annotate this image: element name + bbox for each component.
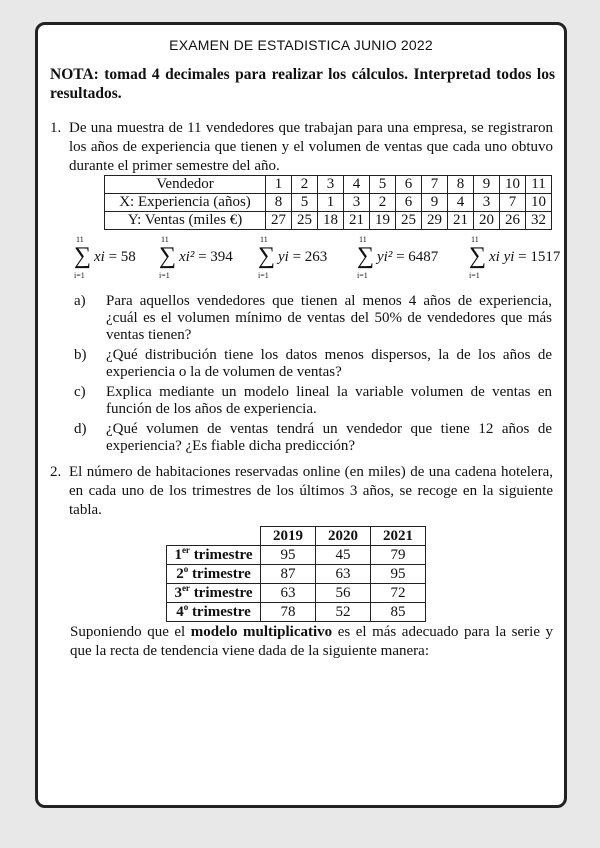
sum-lower-limit: i=1 [159, 271, 170, 280]
ordinal-suffix: o [183, 564, 189, 574]
table-cell: 2 [370, 194, 396, 212]
closing-bold: modelo multiplicativo [190, 624, 333, 640]
question-1-text: De una muestra de 11 vendedores que trabajan para una empresa, se registraron los años de experiencia que tienen y el volumen de ventas que cada uno obtuvo durante el primer semestre del año. [69, 120, 553, 174]
table-cell: 11 [526, 176, 552, 194]
sigma-icon: ∑ [469, 243, 487, 269]
table-cell: 29 [422, 212, 448, 230]
sum-lower-limit: i=1 [258, 271, 269, 280]
sum-term: xi² [179, 249, 195, 265]
quarter-number: 3 [174, 585, 182, 601]
sum-value: = 394 [198, 249, 233, 265]
ordinal-suffix: er [181, 545, 190, 555]
quarter-word: trimestre [193, 547, 253, 563]
question-2-number: 2. [50, 464, 62, 480]
sum-lower-limit: i=1 [469, 271, 480, 280]
table-cell: 10 [500, 176, 526, 194]
sum-lower-limit: i=1 [74, 271, 85, 280]
sigma-icon: ∑ [74, 243, 92, 269]
table-cell: 72 [371, 584, 426, 603]
exam-page [35, 22, 567, 808]
table-cell: 87 [261, 565, 316, 584]
ordinal-suffix: er [181, 583, 190, 593]
table-cell: 6 [396, 194, 422, 212]
table-cell: 85 [371, 603, 426, 622]
exam-title: EXAMEN DE ESTADISTICA JUNIO 2022 [169, 37, 433, 53]
quarter-number: 1 [174, 547, 182, 563]
table-cell: 1 [266, 176, 292, 194]
table-cell: 18 [318, 212, 344, 230]
table-row [167, 603, 426, 622]
table-row [105, 176, 552, 194]
table-cell: 52 [316, 603, 371, 622]
table-row [167, 546, 426, 565]
sum-value: = 1517 [518, 249, 561, 265]
sum-expression [278, 249, 327, 266]
note: NOTA: tomad 4 decimales para realizar los cálculos. Interpretad todos los resultados. [50, 66, 555, 102]
table-cell: 25 [292, 212, 318, 230]
table-cell: 95 [371, 565, 426, 584]
table-cell: 21 [344, 212, 370, 230]
table-row [105, 194, 552, 212]
table-cell: 78 [261, 603, 316, 622]
item-letter: a) [74, 293, 86, 309]
sigma-icon: ∑ [258, 243, 276, 269]
list-item [74, 384, 552, 418]
question-2-closing [70, 623, 553, 661]
item-text: Explica mediante un modelo lineal la variable volumen de ventas en función de los años de experiencia. [106, 384, 552, 417]
table-cell: 3 [344, 194, 370, 212]
quarter-number: 4 [176, 604, 184, 620]
table-cell: 6 [396, 176, 422, 194]
table-cell: 19 [370, 212, 396, 230]
summation-formulas [74, 235, 564, 283]
table-cell: 7 [500, 194, 526, 212]
closing-pre: Suponiendo que el [70, 624, 186, 640]
quarter-word: trimestre [193, 585, 253, 601]
item-text: Para aquellos vendedores que tienen al menos 4 años de experiencia, ¿cuál es el volumen mínimo de ventas del 50% de vendedores que más ventas tienen? [106, 293, 552, 343]
sum-value: = 6487 [396, 249, 439, 265]
table-cell: 63 [261, 584, 316, 603]
sum-expression [94, 249, 136, 266]
sum-upper-limit: 11 [260, 235, 268, 244]
table-cell: 27 [266, 212, 292, 230]
table-cell: 5 [292, 194, 318, 212]
item-text: ¿Qué volumen de ventas tendrá un vendedor que tiene 12 años de experiencia? ¿Es fiable dicha predicción? [106, 421, 552, 454]
table-cell: 1 [318, 194, 344, 212]
table-cell: 5 [370, 176, 396, 194]
table-cell: 2 [292, 176, 318, 194]
table-cell: 8 [266, 194, 292, 212]
sum-upper-limit: 11 [161, 235, 169, 244]
column-header: 2019 [261, 527, 316, 546]
row-label [167, 603, 261, 622]
list-item [74, 347, 552, 381]
item-letter: c) [74, 384, 86, 400]
table-cell: 32 [526, 212, 552, 230]
empty-header-cell [167, 527, 261, 546]
sum-term: yi [278, 249, 289, 265]
table-cell: 63 [316, 565, 371, 584]
row-label [167, 546, 261, 565]
table-cell: 7 [422, 176, 448, 194]
table-cell: 20 [474, 212, 500, 230]
quarter-word: trimestre [191, 604, 251, 620]
question-2 [50, 463, 553, 520]
row-label [167, 565, 261, 584]
sum-value: = 263 [292, 249, 328, 265]
column-header: 2021 [371, 527, 426, 546]
sum-lower-limit: i=1 [357, 271, 368, 280]
sum-upper-limit: 11 [76, 235, 84, 244]
item-letter: b) [74, 347, 87, 363]
question-1-number: 1. [50, 120, 62, 136]
table-cell: 21 [448, 212, 474, 230]
sum-term: xi yi [489, 249, 515, 265]
table-cell: 25 [396, 212, 422, 230]
table-row [167, 584, 426, 603]
quarter-number: 2 [176, 566, 184, 582]
table-row [105, 212, 552, 230]
row-label: Y: Ventas (miles €) [105, 212, 266, 230]
quarter-word: trimestre [191, 566, 251, 582]
table-cell: 3 [474, 194, 500, 212]
sigma-icon: ∑ [159, 243, 177, 269]
row-label [167, 584, 261, 603]
table-cell: 26 [500, 212, 526, 230]
table-cell: 8 [448, 176, 474, 194]
question-2-text: El número de habitaciones reservadas online (en miles) de una cadena hotelera, en cada uno de los trimestres de los últimos 3 años, se recoge en la siguiente tabla. [69, 464, 553, 518]
sum-upper-limit: 11 [471, 235, 479, 244]
table-row [167, 565, 426, 584]
closing-post: es el más adecuado para la serie y que la recta de tendencia viene dada de la siguiente manera: [70, 624, 554, 659]
table-cell: 4 [448, 194, 474, 212]
sum-expression [489, 249, 560, 266]
sigma-icon: ∑ [357, 243, 375, 269]
sum-upper-limit: 11 [359, 235, 367, 244]
sum-expression [377, 249, 438, 266]
sum-expression [179, 249, 233, 266]
row-label: Vendedor [105, 176, 266, 194]
column-header: 2020 [316, 527, 371, 546]
sum-value: = 58 [108, 249, 136, 265]
table-cell: 4 [344, 176, 370, 194]
row-label: X: Experiencia (años) [105, 194, 266, 212]
sum-term: yi² [377, 249, 393, 265]
table-cell: 95 [261, 546, 316, 565]
table-cell: 9 [474, 176, 500, 194]
question-1 [50, 119, 553, 176]
list-item [74, 421, 552, 455]
table-cell: 45 [316, 546, 371, 565]
sum-term: xi [94, 249, 105, 265]
bookings-table [166, 526, 426, 622]
item-letter: d) [74, 421, 87, 437]
table-cell: 79 [371, 546, 426, 565]
sellers-table [104, 175, 552, 230]
item-text: ¿Qué distribución tiene los datos menos dispersos, la de los años de experiencia o la de volumen de ventas? [106, 347, 552, 380]
table-cell: 9 [422, 194, 448, 212]
ordinal-suffix: o [183, 602, 189, 612]
question-1-items [74, 293, 552, 458]
table-cell: 10 [526, 194, 552, 212]
table-cell: 3 [318, 176, 344, 194]
table-row [167, 527, 426, 546]
table-cell: 56 [316, 584, 371, 603]
list-item [74, 293, 552, 344]
